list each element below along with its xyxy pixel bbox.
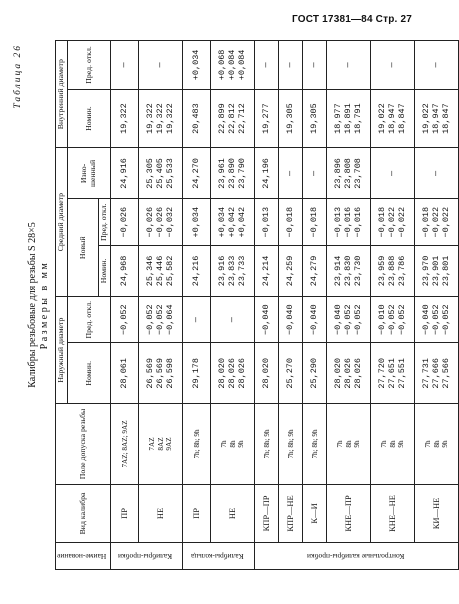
cell-line: 23,833 xyxy=(226,255,237,287)
cell-line: 24,259 xyxy=(284,255,295,287)
cell-worn xyxy=(303,148,327,199)
cell-line: 19,322 xyxy=(118,103,129,134)
header-outer-dev: Пред. откл. xyxy=(67,297,110,343)
cell-line: +0,042 xyxy=(226,206,237,238)
cell-line: 18,947 xyxy=(430,103,441,134)
cell-line: 7h; 8h; 9h xyxy=(310,429,319,459)
cell-line: 25,305 xyxy=(145,158,156,189)
cell-line: 23,708 xyxy=(352,158,363,189)
cell-in-dev xyxy=(303,41,327,90)
gauge-type: КНЕ—ПР xyxy=(327,484,371,543)
cell-in-dev xyxy=(415,41,459,90)
cell-out-dev xyxy=(255,297,279,343)
cell-line: 23,896 xyxy=(333,158,344,189)
cell-line: −0,018 xyxy=(284,206,295,238)
cell-in-nom xyxy=(139,89,183,148)
cell-out-nom xyxy=(183,343,211,404)
cell-line: 18,847 xyxy=(440,103,451,134)
cell-line: 22,899 xyxy=(217,103,228,134)
table-row xyxy=(139,41,183,570)
header-inner-nom: Номин. xyxy=(67,89,110,148)
cell-line: 18,891 xyxy=(342,103,353,134)
cell-line: 28,026 xyxy=(226,357,237,389)
cell-line: 23,786 xyxy=(396,255,407,287)
cell-in-dev xyxy=(255,41,279,90)
cell-line: −0,040 xyxy=(333,304,344,335)
cell-line: 18,847 xyxy=(396,103,407,134)
header-outer-nom: Номин. xyxy=(67,343,110,404)
cell-line: 24,968 xyxy=(118,255,129,287)
cell-line: 18,791 xyxy=(352,103,363,134)
cell-line: −0,026 xyxy=(118,206,129,238)
cell-line: 8AZ xyxy=(156,437,165,451)
cell-line: −0,040 xyxy=(260,304,271,335)
cell-out-nom xyxy=(371,343,415,404)
cell-line: 24,270 xyxy=(190,158,201,189)
cell-tol xyxy=(111,404,139,484)
cell-line: 23,890 xyxy=(226,158,237,189)
cell-out-nom xyxy=(415,343,459,404)
cell-line: 28,026 xyxy=(236,357,247,389)
cell-line: 23,970 xyxy=(421,255,432,287)
cell-line: +0,034 xyxy=(217,206,228,238)
page-header: ГОСТ 17381—84 Стр. 27 xyxy=(292,14,412,25)
cell-line: −0,026 xyxy=(145,206,156,238)
cell-line: −0,013 xyxy=(333,206,344,238)
table-row xyxy=(211,41,255,570)
cell-line: 25,446 xyxy=(154,255,165,287)
cell-line: 20,483 xyxy=(190,103,201,134)
cell-line: 23,916 xyxy=(217,255,228,287)
cell-in-dev xyxy=(327,41,371,90)
table-row xyxy=(255,41,279,570)
cell-line: 18,947 xyxy=(386,103,397,134)
cell-worn xyxy=(183,148,211,199)
cell-line: +0,034 xyxy=(190,49,201,81)
cell-mid-nom xyxy=(255,245,279,296)
cell-mid-dev xyxy=(327,199,371,245)
cell-line: 19,305 xyxy=(284,103,295,134)
cell-line: 25,270 xyxy=(284,357,295,389)
cell-line: 23,959 xyxy=(377,255,388,287)
header-middle-dev: Пред. откл. xyxy=(99,199,111,245)
cell-line: −0,052 xyxy=(352,304,363,335)
cell-out-dev xyxy=(279,297,303,343)
header-tolerance-field: Поле допуска резьбы xyxy=(56,404,111,484)
cell-line: 26,569 xyxy=(145,357,156,389)
cell-in-nom xyxy=(279,89,303,148)
cell-in-dev xyxy=(211,41,255,90)
cell-out-nom xyxy=(303,343,327,404)
cell-line: — xyxy=(308,170,319,176)
cell-line: — xyxy=(260,62,271,68)
cell-out-dev xyxy=(183,297,211,343)
cell-mid-dev xyxy=(303,199,327,245)
cell-line: 23,914 xyxy=(333,255,344,287)
cell-mid-nom xyxy=(415,245,459,296)
cell-in-nom xyxy=(415,89,459,148)
cell-tol xyxy=(279,404,303,484)
cell-mid-dev xyxy=(255,199,279,245)
gauge-type: КПР—НЕ xyxy=(279,484,303,543)
cell-line: −0,022 xyxy=(440,206,451,238)
cell-line: −0,052 xyxy=(118,304,129,335)
cell-line: −0,018 xyxy=(308,206,319,238)
cell-line: 23,830 xyxy=(342,255,353,287)
cell-line: 8h xyxy=(388,440,397,448)
cell-line: −0,052 xyxy=(430,304,441,335)
cell-line: −0,013 xyxy=(260,206,271,238)
header-gauge-type: Вид калибра xyxy=(56,484,111,543)
cell-line: −0,052 xyxy=(145,304,156,335)
cell-line: 27,566 xyxy=(440,357,451,389)
cell-line: −0,022 xyxy=(386,206,397,238)
cell-line: 28,026 xyxy=(342,357,353,389)
cell-line: 24,214 xyxy=(260,255,271,287)
cell-line: 22,712 xyxy=(236,103,247,134)
cell-line: −0,040 xyxy=(284,304,295,335)
cell-out-nom xyxy=(111,343,139,404)
cell-mid-dev xyxy=(111,199,139,245)
cell-line: — xyxy=(284,62,295,68)
cell-line: — xyxy=(386,170,397,176)
cell-line: — xyxy=(226,317,237,323)
table-row xyxy=(371,41,415,570)
cell-line: −0,040 xyxy=(421,304,432,335)
cell-line: 25,405 xyxy=(154,158,165,189)
cell-line: 18,977 xyxy=(333,103,344,134)
table-row xyxy=(415,41,459,570)
cell-in-dev xyxy=(183,41,211,90)
cell-tol xyxy=(371,404,415,484)
cell-line: 7h xyxy=(336,440,345,448)
cell-line: 9h xyxy=(396,440,405,448)
cell-out-nom xyxy=(255,343,279,404)
cell-line: 23,888 xyxy=(386,255,397,287)
table-number: Таблица 26 xyxy=(13,44,23,109)
cell-line: −0,064 xyxy=(164,304,175,335)
gauge-type: НЕ xyxy=(139,484,183,543)
cell-worn xyxy=(211,148,255,199)
cell-line: — xyxy=(430,170,441,176)
cell-in-nom xyxy=(183,89,211,148)
gauge-type: К—И xyxy=(303,484,327,543)
cell-mid-dev xyxy=(183,199,211,245)
cell-line: −0,016 xyxy=(352,206,363,238)
cell-line: 26,598 xyxy=(164,357,175,389)
cell-out-dev xyxy=(303,297,327,343)
table-title: Калибры резьбовые для резьбы S 28×5 xyxy=(27,222,38,388)
cell-line: 27,551 xyxy=(396,357,407,389)
cell-line: 7AZ xyxy=(148,437,157,451)
cell-mid-nom xyxy=(327,245,371,296)
cell-out-dev xyxy=(211,297,255,343)
cell-line: −0,026 xyxy=(154,206,165,238)
cell-line: 26,569 xyxy=(154,357,165,389)
cell-out-nom xyxy=(211,343,255,404)
cell-line: 27,720 xyxy=(377,357,388,389)
cell-out-dev xyxy=(327,297,371,343)
cell-mid-nom xyxy=(211,245,255,296)
cell-worn xyxy=(111,148,139,199)
cell-out-dev xyxy=(139,297,183,343)
cell-line: −0,052 xyxy=(342,304,353,335)
cell-line: 9h xyxy=(440,440,449,448)
cell-mid-nom xyxy=(139,245,183,296)
cell-line: 7h; 8h; 9h xyxy=(286,429,295,459)
header-inner-dev: Пред. откл. xyxy=(67,41,110,90)
header-middle-diameter: Средний диаметр xyxy=(56,148,68,297)
cell-out-nom xyxy=(279,343,303,404)
cell-line: 28,026 xyxy=(352,357,363,389)
cell-line: 19,322 xyxy=(154,103,165,134)
cell-mid-nom xyxy=(303,245,327,296)
cell-line: 28,020 xyxy=(217,357,228,389)
cell-line: 23,801 xyxy=(440,255,451,287)
cell-worn xyxy=(279,148,303,199)
cell-mid-dev xyxy=(371,199,415,245)
cell-in-nom xyxy=(303,89,327,148)
cell-line: 9h xyxy=(236,440,245,448)
cell-line: 28,020 xyxy=(260,357,271,389)
cell-line: +0,042 xyxy=(236,206,247,238)
cell-line: 25,290 xyxy=(308,357,319,389)
cell-line: 23,901 xyxy=(430,255,441,287)
cell-line: 8h xyxy=(432,440,441,448)
header-middle-nom: Номин. xyxy=(99,245,111,296)
group-plugs: Калибры-пробки xyxy=(111,543,183,570)
cell-line: 19,322 xyxy=(164,103,175,134)
cell-line: −0,022 xyxy=(430,206,441,238)
table-row xyxy=(327,41,371,570)
table-row xyxy=(279,41,303,570)
cell-line: −0,052 xyxy=(396,304,407,335)
cell-line: 19,022 xyxy=(377,103,388,134)
gauge-table xyxy=(55,40,459,570)
cell-line: 19,022 xyxy=(421,103,432,134)
cell-mid-nom xyxy=(183,245,211,296)
cell-tol xyxy=(183,404,211,484)
cell-line: 24,916 xyxy=(118,158,129,189)
cell-line: 19,305 xyxy=(308,103,319,134)
cell-out-nom xyxy=(327,343,371,404)
cell-line: 27,731 xyxy=(421,357,432,389)
cell-line: — xyxy=(154,62,165,68)
cell-tol xyxy=(211,404,255,484)
cell-tol xyxy=(139,404,183,484)
gauge-type: ПР xyxy=(183,484,211,543)
cell-line: 22,812 xyxy=(226,103,237,134)
cell-line: 23,730 xyxy=(352,255,363,287)
cell-in-dev xyxy=(371,41,415,90)
cell-line: 7h; 8h; 9h xyxy=(192,429,201,459)
table-body xyxy=(111,41,459,570)
cell-line: −0,052 xyxy=(440,304,451,335)
cell-line: 25,582 xyxy=(164,255,175,287)
gauge-type: КПР—ПР xyxy=(255,484,279,543)
rotated-table-page xyxy=(9,40,451,570)
group-rings: Калибры-кольца xyxy=(183,543,255,570)
cell-in-nom xyxy=(255,89,279,148)
cell-out-dev xyxy=(371,297,415,343)
cell-worn xyxy=(327,148,371,199)
cell-line: — xyxy=(284,170,295,176)
cell-line: −0,018 xyxy=(421,206,432,238)
cell-in-nom xyxy=(371,89,415,148)
cell-line: 7AZ; 8AZ; 9AZ xyxy=(120,420,129,468)
header-inner-diameter: Внутренний диаметр xyxy=(56,41,68,148)
cell-line: 28,020 xyxy=(333,357,344,389)
cell-line: — xyxy=(118,62,129,68)
cell-line: 25,346 xyxy=(145,255,156,287)
cell-in-dev xyxy=(139,41,183,90)
cell-line: 23,961 xyxy=(217,158,228,189)
table-row xyxy=(111,41,139,570)
table-row xyxy=(303,41,327,570)
cell-line: 7h xyxy=(424,440,433,448)
cell-tol xyxy=(415,404,459,484)
cell-worn xyxy=(415,148,459,199)
gauge-type: ПР xyxy=(111,484,139,543)
cell-line: 29,178 xyxy=(190,357,201,389)
cell-line: 27,651 xyxy=(386,357,397,389)
cell-mid-dev xyxy=(279,199,303,245)
cell-in-nom xyxy=(327,89,371,148)
cell-line: — xyxy=(430,62,441,68)
gauge-type: НЕ xyxy=(211,484,255,543)
header-new: Новый xyxy=(67,199,98,297)
table-row xyxy=(183,41,211,570)
cell-line: 23,808 xyxy=(342,158,353,189)
cell-line: +0,084 xyxy=(226,49,237,81)
cell-line: −0,032 xyxy=(164,206,175,238)
header-outer-diameter: Наружный диаметр xyxy=(56,297,68,404)
cell-line: — xyxy=(342,62,353,68)
cell-line: 7h; 8h; 9h xyxy=(262,429,271,459)
cell-line: — xyxy=(190,317,201,323)
cell-line: −0,052 xyxy=(154,304,165,335)
cell-mid-nom xyxy=(371,245,415,296)
cell-mid-dev xyxy=(211,199,255,245)
cell-line: −0,052 xyxy=(386,304,397,335)
cell-worn xyxy=(255,148,279,199)
cell-in-nom xyxy=(211,89,255,148)
cell-line: 25,533 xyxy=(164,158,175,189)
cell-line: +0,068 xyxy=(217,49,228,81)
cell-mid-nom xyxy=(279,245,303,296)
cell-line: −0,016 xyxy=(342,206,353,238)
cell-line: — xyxy=(386,62,397,68)
cell-worn xyxy=(371,148,415,199)
cell-line: 9AZ xyxy=(164,437,173,451)
cell-line: 19,277 xyxy=(260,103,271,134)
cell-line: 7h xyxy=(220,440,229,448)
cell-mid-dev xyxy=(139,199,183,245)
cell-mid-nom xyxy=(111,245,139,296)
cell-line: −0,018 xyxy=(377,206,388,238)
gauge-type: КНЕ—НЕ xyxy=(371,484,415,543)
cell-out-dev xyxy=(111,297,139,343)
cell-line: +0,034 xyxy=(190,206,201,238)
cell-line: 23,733 xyxy=(236,255,247,287)
cell-mid-dev xyxy=(415,199,459,245)
group-control: Контрольные калибры-пробки xyxy=(255,543,459,570)
gauge-type: КИ—НЕ xyxy=(415,484,459,543)
cell-tol xyxy=(303,404,327,484)
cell-line: 23,790 xyxy=(236,158,247,189)
header-worn: Изно-шенный xyxy=(67,148,110,199)
cell-tol xyxy=(255,404,279,484)
table-subtitle: Размеры в мм xyxy=(39,260,50,350)
cell-in-dev xyxy=(111,41,139,90)
cell-line: 19,322 xyxy=(145,103,156,134)
cell-line: +0,084 xyxy=(236,49,247,81)
cell-out-dev xyxy=(415,297,459,343)
header-name: Наиме-нование xyxy=(56,543,111,570)
cell-line: 8h xyxy=(344,440,353,448)
cell-line: 24,279 xyxy=(308,255,319,287)
cell-line: −0,010 xyxy=(377,304,388,335)
cell-line: −0,040 xyxy=(308,304,319,335)
cell-worn xyxy=(139,148,183,199)
cell-line: 7h xyxy=(380,440,389,448)
cell-line: 9h xyxy=(352,440,361,448)
cell-tol xyxy=(327,404,371,484)
cell-line: 8h xyxy=(228,440,237,448)
cell-line: 27,666 xyxy=(430,357,441,389)
cell-line: 28,061 xyxy=(118,357,129,389)
cell-line: — xyxy=(308,62,319,68)
cell-line: 24,196 xyxy=(260,158,271,189)
cell-line: −0,022 xyxy=(396,206,407,238)
cell-in-dev xyxy=(279,41,303,90)
cell-out-nom xyxy=(139,343,183,404)
cell-line: 24,216 xyxy=(190,255,201,287)
cell-in-nom xyxy=(111,89,139,148)
